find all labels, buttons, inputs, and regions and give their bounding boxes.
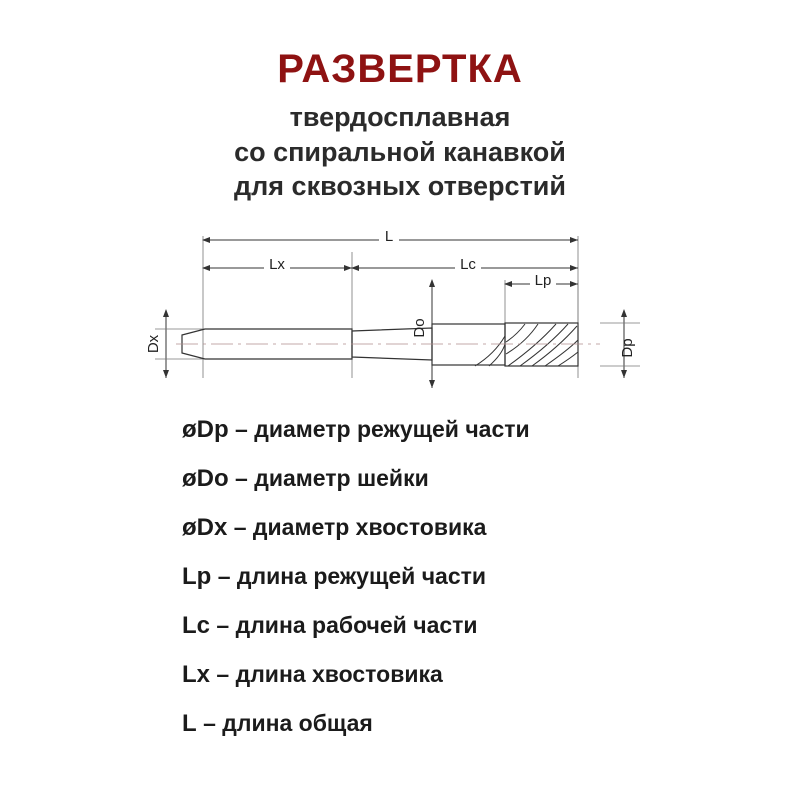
reamer-drawing (0, 218, 800, 408)
legend-item-dp (182, 415, 800, 443)
legend-text: длина режущей части (236, 562, 487, 589)
dim-label-Do: Do (411, 318, 428, 338)
legend-text: диаметр хвостовика (252, 513, 487, 540)
legend-symbol: Lx (182, 660, 211, 688)
legend-dash: – (235, 464, 248, 491)
legend-list (0, 415, 800, 737)
subtitle-line-2: со спиральной канавкой (234, 136, 566, 167)
legend-dash: – (216, 660, 230, 687)
legend-item-lx (182, 660, 800, 688)
legend-text: длина общая (222, 709, 373, 736)
legend-item-dx (182, 513, 800, 541)
legend-dash: – (217, 562, 231, 589)
legend-item-lp (182, 562, 800, 590)
legend-dash: – (216, 611, 230, 638)
legend-dash: – (233, 513, 247, 540)
page-subtitle (0, 100, 800, 204)
dim-label-Lp: Lp (534, 271, 552, 289)
legend-text: длина рабочей части (235, 611, 478, 638)
legend-symbol: Lp (182, 562, 212, 590)
dim-label-L: L (384, 227, 394, 245)
legend-item-lc (182, 611, 800, 639)
legend-text: диаметр режущей части (254, 415, 530, 442)
legend-symbol: øDx (182, 513, 228, 541)
legend-text: длина хвостовика (235, 660, 443, 687)
legend-symbol: øDp (182, 415, 229, 443)
legend-symbol: L (182, 709, 197, 737)
legend-symbol: Lc (182, 611, 211, 639)
legend-item-l (182, 709, 800, 737)
legend-item-do (182, 464, 800, 492)
subtitle-line-1: твердосплавная (289, 102, 511, 132)
legend-dash: – (235, 415, 248, 442)
legend-symbol: øDo (182, 464, 229, 492)
legend-text: диаметр шейки (254, 464, 429, 491)
legend-dash: – (203, 709, 216, 736)
header (0, 0, 800, 204)
page-title: РАЗВЕРТКА (277, 47, 523, 91)
subtitle-line-3: для сквозных отверстий (234, 171, 566, 202)
dim-label-Lx: Lx (269, 255, 285, 273)
dim-label-Dp: Dp (619, 338, 636, 358)
dim-label-Dx: Dx (145, 334, 162, 353)
dim-label-Lc: Lc (460, 255, 476, 273)
